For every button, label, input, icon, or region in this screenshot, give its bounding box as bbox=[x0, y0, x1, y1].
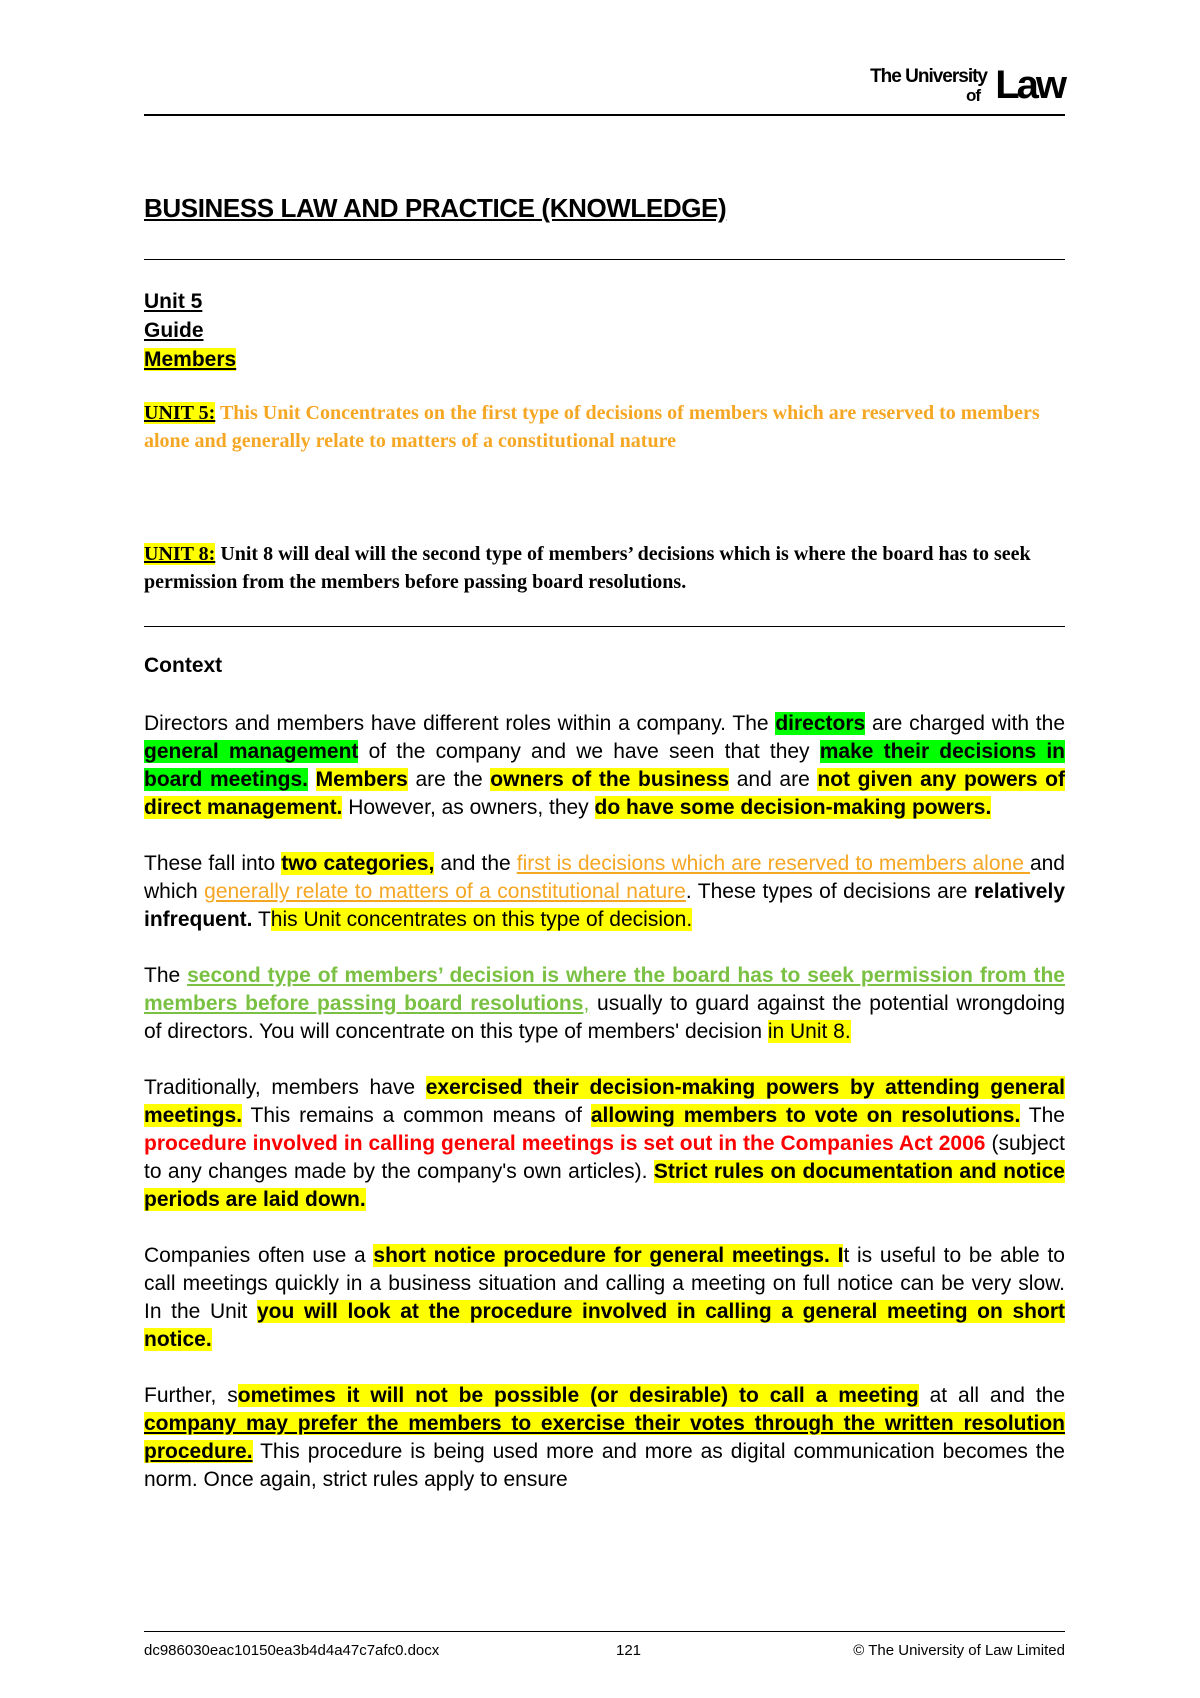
unit-topic: Members bbox=[144, 348, 237, 371]
body-text bbox=[144, 710, 1065, 1522]
text-run: two categories, bbox=[281, 852, 435, 875]
text-run: are charged with the bbox=[865, 712, 1065, 735]
university-logo bbox=[844, 62, 1064, 108]
unit-guide: Guide bbox=[144, 319, 204, 342]
text-run: at all and the bbox=[918, 1384, 1066, 1407]
text-run: usually to guard against the potential wrongdoing of directors. You will concentrate on this type of members' decision bbox=[144, 992, 1065, 1043]
text-run: The bbox=[144, 964, 188, 987]
text-run: This procedure is being used more and more as digital communication becomes the norm. Once again, strict rules apply to ensure bbox=[144, 1440, 1065, 1491]
text-run: you will look at the procedure involved in calling a general meeting on short notice. bbox=[144, 1300, 1065, 1351]
text-run: (subject to any changes made by the company's own articles). bbox=[144, 1132, 1065, 1183]
unit-block bbox=[144, 287, 236, 374]
text-run: generally relate to matters of a constitutional nature bbox=[204, 880, 686, 903]
text-run: procedure involved in calling general meetings is set out in the Companies Act 2006 bbox=[144, 1132, 986, 1155]
text-run: This remains a common means of bbox=[242, 1104, 591, 1127]
text-run: make their decisions in board meetings. bbox=[144, 740, 1065, 791]
text-run: first is decisions which are reserved to members alone bbox=[516, 852, 1030, 875]
footer-page-number: 121 bbox=[616, 1642, 642, 1659]
text-run: . These types of decisions are bbox=[685, 880, 974, 903]
text-run: not given any powers of direct management. bbox=[144, 768, 1065, 819]
footer-copyright: © The University of Law Limited bbox=[853, 1642, 1065, 1659]
text-run bbox=[308, 768, 316, 791]
text-run: do have some decision-making powers. bbox=[594, 796, 992, 819]
text-run: short notice procedure for general meetings. I bbox=[373, 1244, 844, 1267]
text-run: owners of the business bbox=[490, 768, 730, 791]
unit5-label: UNIT 5: bbox=[144, 402, 216, 424]
text-run: However, as owners, they bbox=[342, 796, 595, 819]
text-run: t is useful to be able to call meetings quickly in a business situation and calling a meeting on full notice can be very slow. In the Unit bbox=[144, 1244, 1065, 1323]
unit-number: Unit 5 bbox=[144, 290, 203, 313]
logo-line-2: of bbox=[965, 86, 980, 105]
paragraph-4 bbox=[144, 1074, 1065, 1214]
unit5-text: This Unit Concentrates on the first type of decisions of members which are reserved to members alone and generally relate to matters of a constitutional nature bbox=[144, 402, 1040, 452]
text-run: Directors and members have different roles within a company. The bbox=[144, 712, 776, 735]
footer-filename: dc986030eac10150ea3b4d4a47c7afc0.docx bbox=[144, 1642, 440, 1659]
paragraph-2 bbox=[144, 850, 1065, 934]
text-run: directors bbox=[775, 712, 866, 735]
text-run: second type of members’ decision is where the board has to seek permission from the members before passing board resolutions bbox=[144, 964, 1065, 1015]
paragraph-1 bbox=[144, 710, 1065, 822]
unit5-summary bbox=[144, 399, 1065, 455]
text-run: Further, s bbox=[144, 1384, 238, 1407]
paragraph-3 bbox=[144, 962, 1065, 1046]
document-title: BUSINESS LAW AND PRACTICE (KNOWLEDGE) bbox=[144, 193, 727, 223]
text-run: and the bbox=[434, 852, 517, 875]
header-rule bbox=[144, 114, 1065, 116]
text-run: The bbox=[1020, 1104, 1065, 1127]
text-run: and are bbox=[729, 768, 818, 791]
text-run: allowing members to vote on resolutions. bbox=[590, 1104, 1021, 1127]
text-run: and which bbox=[144, 852, 1065, 903]
unit8-label: UNIT 8: bbox=[144, 543, 216, 565]
paragraph-6 bbox=[144, 1382, 1065, 1494]
logo-line-3: Law bbox=[995, 63, 1064, 107]
logo-line-1: The University bbox=[870, 66, 987, 87]
text-run: ometimes it will not be possible (or desirable) to call a meeting bbox=[237, 1384, 919, 1407]
context-heading: Context bbox=[144, 654, 223, 677]
section-rule bbox=[144, 626, 1065, 627]
text-run: general management bbox=[144, 740, 359, 763]
text-run: These fall into bbox=[144, 852, 282, 875]
paragraph-5 bbox=[144, 1242, 1065, 1354]
text-run: T bbox=[252, 908, 271, 931]
text-run: Companies often use a bbox=[144, 1244, 374, 1267]
text-run: in Unit 8. bbox=[767, 1020, 851, 1043]
text-run: his Unit concentrates on this type of decision. bbox=[270, 908, 693, 931]
unit8-text: Unit 8 will deal will the second type of members’ decisions which is where the board has to seek permission from the members before passing board resolutions. bbox=[144, 543, 1031, 593]
text-run: Traditionally, members have bbox=[144, 1076, 426, 1099]
title-rule bbox=[144, 259, 1065, 260]
text-run: relatively infrequent. bbox=[144, 880, 1066, 931]
text-run: Members bbox=[315, 768, 408, 791]
footer-rule bbox=[144, 1631, 1065, 1632]
unit8-summary bbox=[144, 540, 1065, 596]
text-run: Strict rules on documentation and notice periods are laid down. bbox=[144, 1160, 1065, 1211]
text-run: company may prefer the members to exercise their votes through the written resolution procedure. bbox=[144, 1412, 1065, 1463]
text-run: , bbox=[583, 992, 590, 1015]
text-run: of the company and we have seen that they bbox=[358, 740, 820, 763]
text-run: are the bbox=[407, 768, 491, 791]
text-run: exercised their decision-making powers by attending general meetings. bbox=[144, 1076, 1065, 1127]
text-run bbox=[253, 1440, 261, 1463]
